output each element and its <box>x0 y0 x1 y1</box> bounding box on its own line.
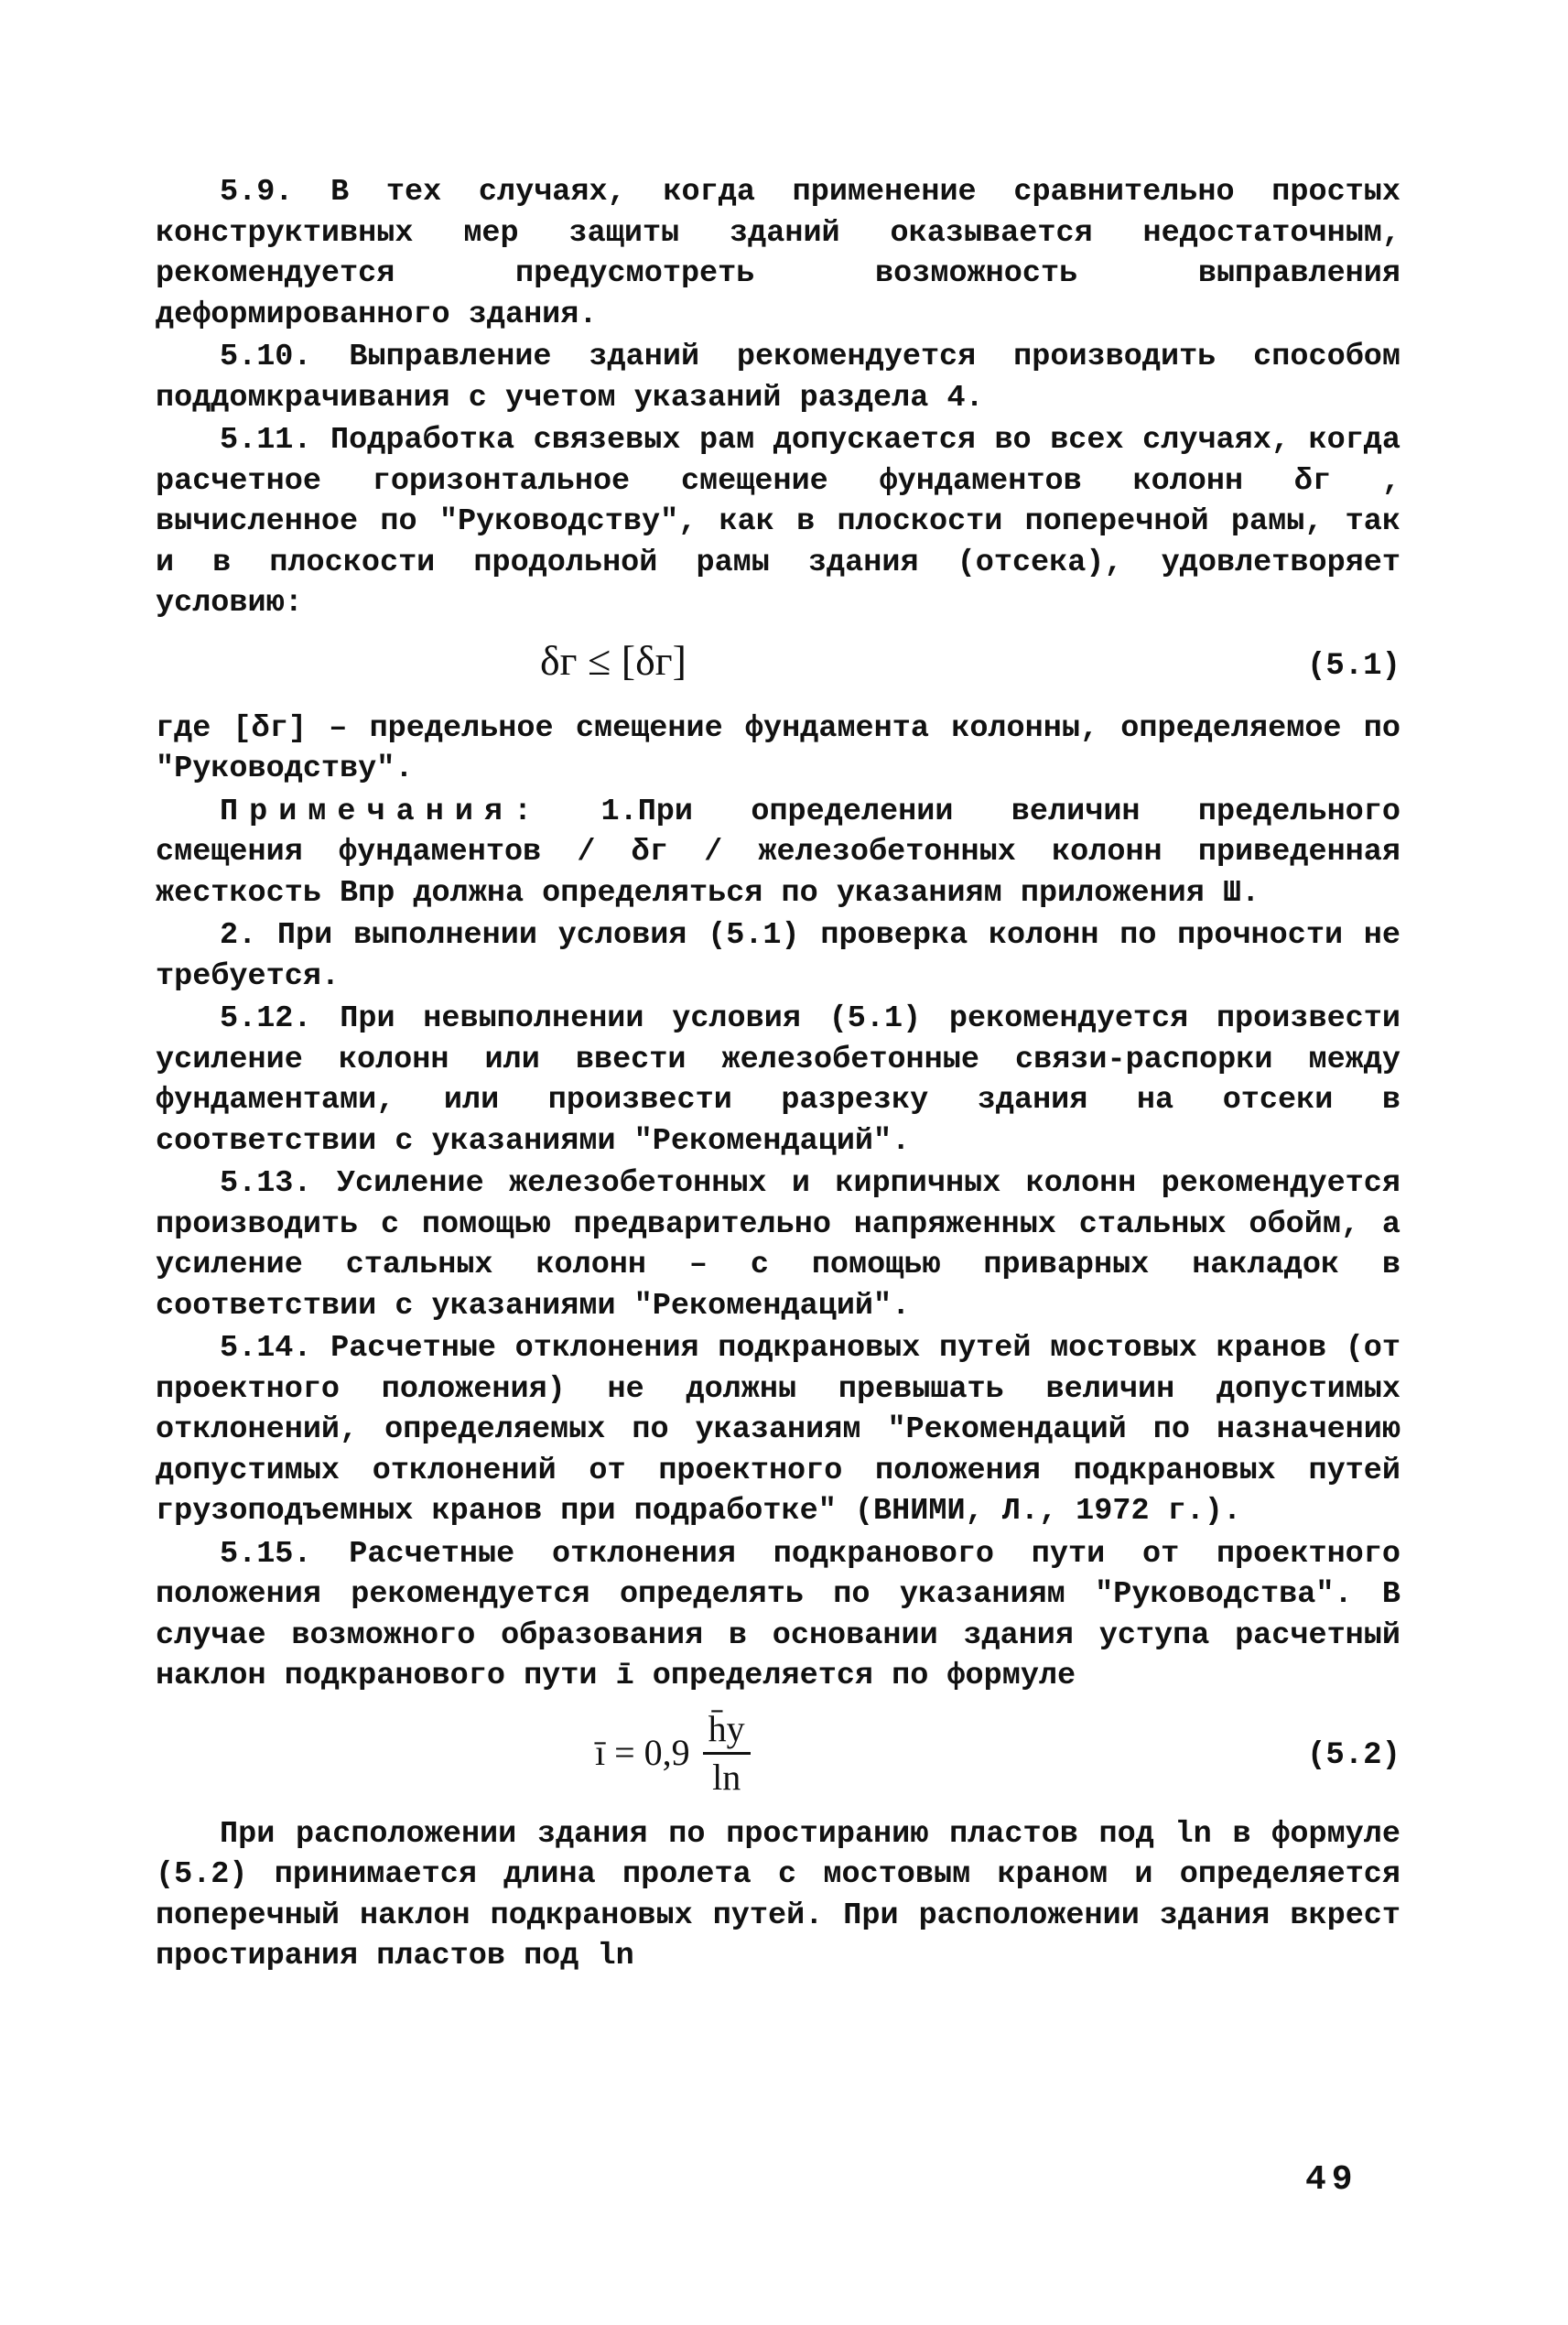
paragraph-where: где [δг] – предельное смещение фундамента колонны, определяемое по "Руководству". <box>156 710 1400 786</box>
formula-5-1-number: (5.1) <box>1306 648 1400 684</box>
page-number: 49 <box>1305 2160 1358 2200</box>
paragraph-5-10: 5.10. Выправление зданий рекомендуется производить способом поддомкрачивания с учетом указаний раздела 4. <box>156 340 1400 416</box>
formula-5-2-lhs: ī = 0,9 <box>595 1731 690 1773</box>
formula-5-1: δг ≤ [δг] <box>540 636 687 684</box>
formula-5-2-numerator: h̄y <box>703 1706 751 1755</box>
body-text <box>156 172 1400 1977</box>
note-2: 2. При выполнении условия (5.1) проверка колонн по прочности не требуется. <box>156 918 1400 994</box>
notes-paragraph <box>156 792 1400 914</box>
paragraph-5-11: 5.11. Подработка связевых рам допускается во всех случаях, когда расчетное горизонтальное смещение фундаментов колонн δг , вычисленное по "Руководству", как в плоскости поперечной рамы, так и в плоскости продольной рамы здания (отсека), удовлетворяет условию: <box>156 423 1400 621</box>
note-1: 1.При определении величин предельного смещения фундаментов / δг / железобетонных колонн приведенная жесткость Впр должна определяться по указаниям приложения Ш. <box>156 794 1400 911</box>
paragraph-5-9: 5.9. В тех случаях, когда применение сравнительно простых конструктивных мер защиты зданий оказывается недостаточным, рекомендуется предусмотреть возможность выправления деформированного здания. <box>156 175 1400 332</box>
formula-5-2-number: (5.2) <box>1306 1737 1400 1773</box>
paragraph-5-14: 5.14. Расчетные отклонения подкрановых путей мостовых кранов (от проектного положения) не должны превышать величин допустимых отклонений, определяемых по указаниям "Рекомендаций по назначению допустимых отклонений от проектного положения подкрановых путей грузоподъемных кранов при подработке" (ВНИМИ, Л., 1972 г.). <box>156 1331 1400 1529</box>
formula-5-2 <box>595 1706 751 1801</box>
formula-5-2-denominator: ln <box>712 1756 741 1798</box>
paragraph-5-12: 5.12. При невыполнении условия (5.1) рекомендуется произвести усиление колонн или ввести железобетонные связи-распорки между фундаментами, или произвести разрезку здания на отсеки в соответствии с указаниями "Рекомендаций". <box>156 1001 1400 1159</box>
notes-heading: Примечания: <box>220 794 544 829</box>
paragraph-5-15: 5.15. Расчетные отклонения подкранового пути от проектного положения рекомендуется определять по указаниям "Руководства". В случае возможного образования в основании здания уступа расчетный наклон подкранового пути ī определяется по формуле <box>156 1536 1400 1693</box>
paragraph-5-13: 5.13. Усиление железобетонных и кирпичных колонн рекомендуется производить с помощью предварительно напряженных стальных обойм, а усиление стальных колонн – с помощью приварных накладок в соответствии с указаниями "Рекомендаций". <box>156 1166 1400 1324</box>
formula-5-2-row <box>156 1704 1400 1812</box>
formula-5-2-fraction <box>703 1706 751 1801</box>
formula-5-1-row <box>156 632 1400 707</box>
paragraph-last: При расположении здания по простиранию пластов под ln в формуле (5.2) принимается длина пролета с мостовым краном и определяется поперечный наклон подкрановых путей. При расположении здания вкрест простирания пластов под ln <box>156 1816 1400 1974</box>
